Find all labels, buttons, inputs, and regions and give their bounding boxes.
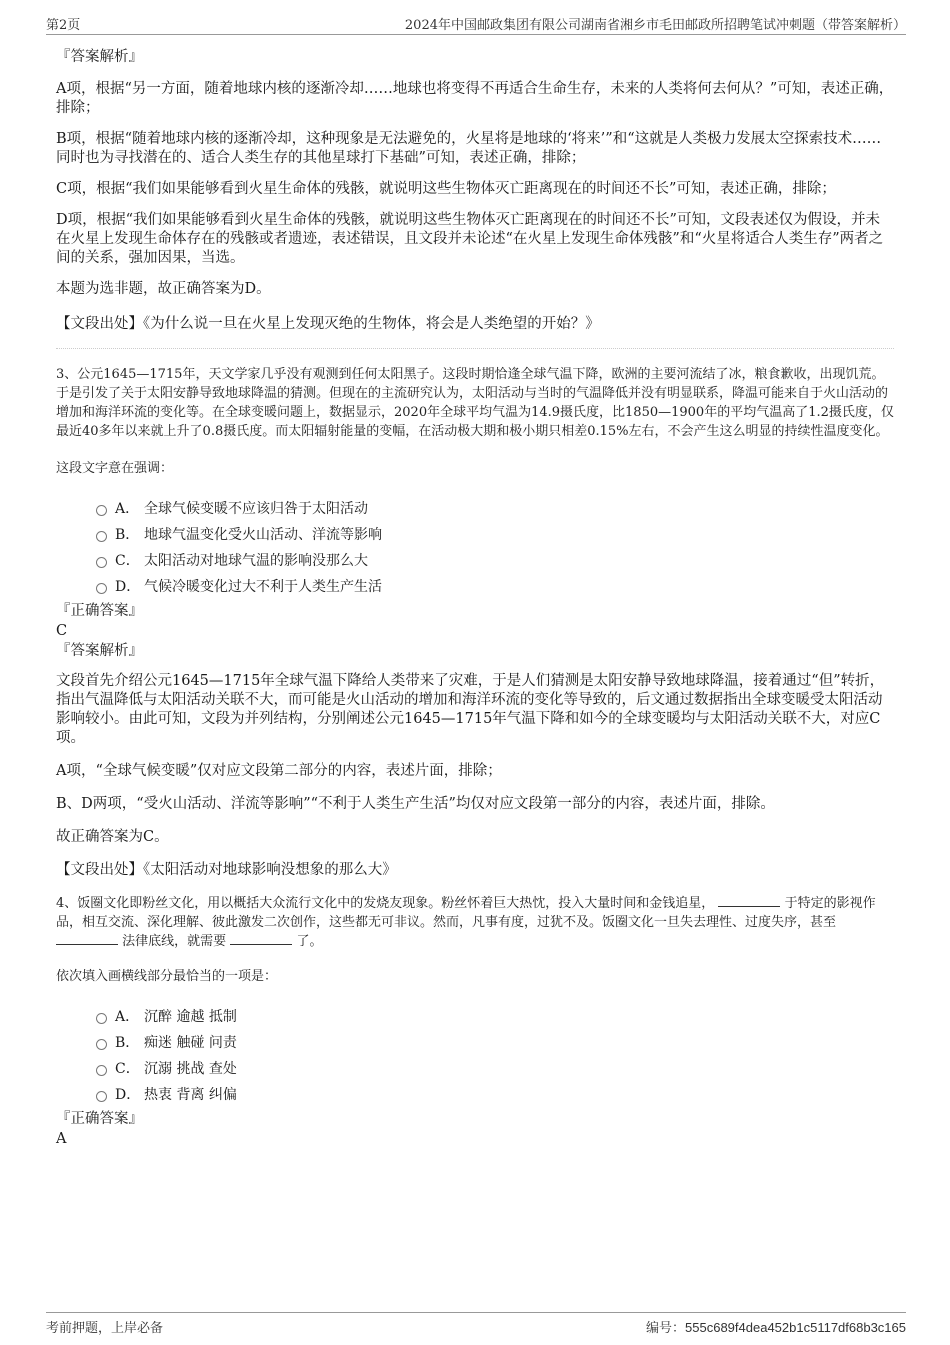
q2-analysis-label: 『答案解析』 xyxy=(56,49,143,65)
blank-line xyxy=(230,932,292,945)
q3-conclusion: 故正确答案为C。 xyxy=(56,829,169,845)
radio-icon[interactable] xyxy=(96,583,107,594)
page-footer xyxy=(46,1312,906,1337)
radio-icon[interactable] xyxy=(96,505,107,516)
q4-stem-part-3: 法律底线，就需要 xyxy=(122,934,227,949)
q3-answer: C xyxy=(56,623,68,639)
q3-analysis-label: 『答案解析』 xyxy=(56,643,143,659)
option-letter: C． xyxy=(115,553,140,569)
q4-stem-part-4: 了。 xyxy=(296,934,323,949)
option-letter: A． xyxy=(115,1009,140,1025)
q2-source: 【文段出处】《为什么说一旦在火星上发现灭绝的生物体，将会是人类绝望的开始？》 xyxy=(56,316,600,332)
option-text: 热衷 背离 纠偏 xyxy=(144,1087,237,1103)
option-text: 沉溺 挑战 查处 xyxy=(144,1061,237,1077)
page-content xyxy=(56,44,894,1148)
option-text: 太阳活动对地球气温的影响没那么大 xyxy=(144,553,368,569)
q4-prompt: 依次填入画横线部分最恰当的一项是： xyxy=(56,969,278,984)
footer-code-label: 编号： xyxy=(646,1321,686,1336)
q4-stem-part-1: 4、饭圈文化即粉丝文化，用以概括大众流行文化中的发烧友现象。粉丝怀着巨大热忱，投入大量时间和金钱追星， xyxy=(56,896,715,911)
radio-icon[interactable] xyxy=(96,557,107,568)
radio-icon[interactable] xyxy=(96,1091,107,1102)
footer-slogan: 考前押题，上岸必备 xyxy=(46,1321,164,1336)
q3-option-b[interactable] xyxy=(96,522,894,548)
page-number: 第2页 xyxy=(46,18,81,33)
q2-analysis-b: B项，根据“随着地球内核的逐渐冷却，这种现象是无法避免的，火星将是地球的‘将来’”和“这就是人类极力发展太空探索技术……同时也为寻找潜在的、适合人类生存的其他星球打下基础”可知，表述正确，排除； xyxy=(56,131,882,166)
q2-conclusion: 本题为选非题，故正确答案为D。 xyxy=(56,281,271,297)
q4-stem xyxy=(56,894,894,951)
blank-line xyxy=(718,894,780,907)
q3-option-a[interactable] xyxy=(96,496,894,522)
blank-line xyxy=(56,932,118,945)
option-text: 全球气候变暖不应该归咎于太阳活动 xyxy=(144,501,368,517)
question-3 xyxy=(56,365,894,880)
q4-option-b[interactable] xyxy=(96,1030,894,1056)
q4-answer-label: 『正确答案』 xyxy=(56,1111,143,1127)
q4-answer: A xyxy=(56,1131,67,1147)
option-text: 沉醉 逾越 抵制 xyxy=(144,1009,237,1025)
q3-analysis-bd: B、D两项，“受火山活动、洋流等影响”“不利于人类生产生活”均仅对应文段第一部分的内容，表述片面，排除。 xyxy=(56,796,775,812)
q2-analysis-section xyxy=(56,48,894,334)
q4-option-c[interactable] xyxy=(96,1056,894,1082)
q3-stem: 3、公元1645—1715年，天文学家几乎没有观测到任何太阳黑子。这段时期恰逢全球气温下降，欧洲的主要河流结了冰，粮食歉收，出现饥荒。于是引发了关于太阳安静导致地球降温的猜测。但现在的主流研究认为，太阳活动与当时的气温降低并没有明显联系，降温可能来自于火山活动的增加和海洋环流的变化等。在全球变暖问题上，数据显示，2020年全球平均气温为14.9摄氏度，比1850—1900年的平均气温高了1.2摄氏度，仅最近40多年以来就上升了0.8摄氏度。而太阳辐射能量的变幅，在活动极大期和极小期只相差0.15%左右，不会产生这么明显的持续性温度变化。 xyxy=(56,367,894,439)
option-text: 地球气温变化受火山活动、洋流等影响 xyxy=(144,527,382,543)
q3-answer-label: 『正确答案』 xyxy=(56,603,143,619)
q3-analysis-main: 文段首先介绍公元1645—1715年全球气温下降给人类带来了灾难，于是人们猜测是太阳安静导致地球降温，接着通过“但”转折，指出气温降低与太阳活动关联不大，而可能是火山活动的增加和海洋环流的变化等导致的，后文通过数据指出全球变暖受太阳活动影响较小。由此可知，文段为并列结构，分别阐述公元1645—1715年气温下降和如今的全球变暖均与太阳活动关联不大，对应C项。 xyxy=(56,673,885,746)
q3-options xyxy=(56,496,894,600)
q4-option-a[interactable] xyxy=(96,1004,894,1030)
q3-analysis-a: A项，“全球气候变暖”仅对应文段第二部分的内容，表述片面，排除； xyxy=(56,763,502,779)
q3-option-d[interactable] xyxy=(96,574,894,600)
q2-analysis-c: C项，根据“我们如果能够看到火星生命体的残骸，就说明这些生物体灭亡距离现在的时间还不长”可知，表述正确，排除； xyxy=(56,181,836,197)
q2-analysis-d: D项，根据“我们如果能够看到火星生命体的残骸，就说明这些生物体灭亡距离现在的时间还不长”可知，文段表述仅为假设，并未在火星上发现生命体存在的残骸或者遗迹，表述错误，且文段并未论述“在火星上发现生命体残骸”和“火星将适合人类生存”两者之间的关系，强加因果，当选。 xyxy=(56,212,884,266)
q2-analysis-a: A项，根据“另一方面，随着地球内核的逐渐冷却……地球也将变得不再适合生命生存，未来的人类将何去何从？”可知，表述正确，排除； xyxy=(56,81,894,116)
option-letter: C． xyxy=(115,1061,140,1077)
radio-icon[interactable] xyxy=(96,1039,107,1050)
q4-options xyxy=(56,1004,894,1108)
footer-code xyxy=(646,1317,906,1336)
radio-icon[interactable] xyxy=(96,1065,107,1076)
option-letter: B． xyxy=(115,527,140,543)
section-divider xyxy=(56,348,894,349)
page-header xyxy=(46,12,906,35)
q3-option-c[interactable] xyxy=(96,548,894,574)
document-title: 2024年中国邮政集团有限公司湖南省湘乡市毛田邮政所招聘笔试冲刺题（带答案解析） xyxy=(404,18,906,33)
q4-option-d[interactable] xyxy=(96,1082,894,1108)
option-letter: A． xyxy=(115,501,140,517)
option-letter: B． xyxy=(115,1035,140,1051)
q4-stem-part-2: 于特定的影视作品，相互交流、深化理解、彼此激发二次创作，这些都无可非议。然而，凡事有度，过犹不及。饭圈文化一旦失去理性、过度失序，甚至 xyxy=(56,896,876,930)
option-text: 痴迷 触碰 问责 xyxy=(144,1035,237,1051)
radio-icon[interactable] xyxy=(96,1013,107,1024)
option-text: 气候冷暖变化过大不利于人类生产生活 xyxy=(144,579,382,595)
q3-prompt: 这段文字意在强调： xyxy=(56,461,174,476)
radio-icon[interactable] xyxy=(96,531,107,542)
q3-source: 【文段出处】《太阳活动对地球影响没想象的那么大》 xyxy=(56,862,397,878)
footer-code-value: 555c689f4dea452b1c5117df68b3c165 xyxy=(685,1320,906,1335)
option-letter: D． xyxy=(115,1087,141,1103)
question-4 xyxy=(56,894,894,1148)
option-letter: D． xyxy=(115,579,141,595)
